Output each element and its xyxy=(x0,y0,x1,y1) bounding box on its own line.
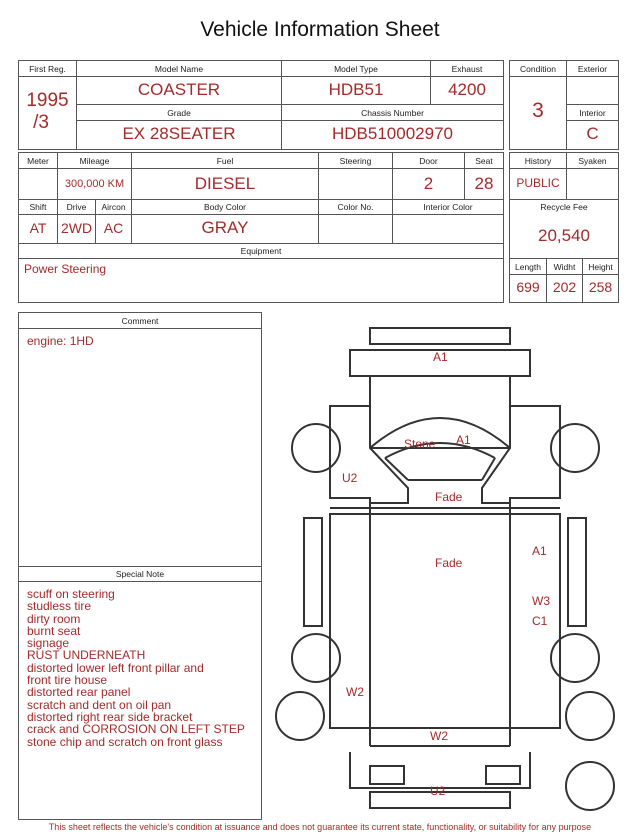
history-value: PUBLIC xyxy=(516,176,560,190)
special-note-item: crack and CORROSION ON LEFT STEP xyxy=(27,722,245,737)
grade-label: Grade xyxy=(167,108,191,118)
special-note-item: stone chip and scratch on front glass xyxy=(27,734,223,749)
special-note-item: signage xyxy=(27,636,70,651)
width-label: Widht xyxy=(553,262,576,272)
special-note-item: scuff on steering xyxy=(27,587,115,601)
special-note-item: dirty room xyxy=(27,611,81,626)
interior-value: C xyxy=(586,124,599,143)
comment-label: Comment xyxy=(121,316,159,326)
condition-label: Condition xyxy=(520,64,556,74)
drive-label: Drive xyxy=(66,202,87,212)
hood-code: Fade xyxy=(435,490,463,504)
special-note-label: Special Note xyxy=(115,569,165,579)
exhaust-value: 4200 xyxy=(448,80,486,99)
seat-label: Seat xyxy=(475,156,493,166)
special-note-item: studless tire xyxy=(27,599,92,614)
exterior-label: Exterior xyxy=(577,64,608,74)
page-title: Vehicle Information Sheet xyxy=(200,18,440,41)
grade-value: EX 28SEATER xyxy=(122,124,236,143)
comment-text: engine: 1HD xyxy=(27,334,94,348)
model-type-label: Model Type xyxy=(334,64,378,74)
special-note-item: distorted lower left front pillar and xyxy=(27,660,204,675)
front-bumper-code: A1 xyxy=(433,350,448,364)
special-note-item: front tire house xyxy=(27,673,108,688)
rear-bumper-code: U2 xyxy=(430,784,446,798)
body-color-label: Body Color xyxy=(203,202,247,212)
length-value: 699 xyxy=(516,279,540,295)
vehicle-spec-table xyxy=(18,152,504,303)
shift-label: Shift xyxy=(29,202,47,212)
disclaimer-footer: This sheet reflects the vehicle's condition at issuance and does not guarantee its current state, functionality, or suitability for any purpose xyxy=(48,822,592,832)
windshield-stone-label: Stone xyxy=(404,437,436,451)
fuel-label: Fuel xyxy=(216,156,234,166)
extra-info-table xyxy=(509,152,619,303)
chassis-number-value: HDB510002970 xyxy=(332,124,453,143)
interior-label: Interior xyxy=(579,108,606,118)
windshield-code: A1 xyxy=(456,433,471,447)
left-rear-code: W2 xyxy=(346,685,364,699)
first-reg-month-value: /3 xyxy=(33,112,49,133)
roof-code: Fade xyxy=(435,556,463,570)
special-note-item: distorted right rear side bracket xyxy=(27,709,193,724)
length-label: Length xyxy=(515,262,541,272)
right-side-a1-code: A1 xyxy=(532,544,547,558)
basic-info-table xyxy=(18,60,504,150)
door-label: Door xyxy=(419,156,438,166)
seat-value: 28 xyxy=(474,174,494,193)
model-type-value: HDB51 xyxy=(328,80,384,99)
door-value: 2 xyxy=(423,174,434,193)
rear-code: W2 xyxy=(430,729,448,743)
left-front-code: U2 xyxy=(342,471,358,485)
exhaust-label: Exhaust xyxy=(451,64,483,74)
special-note-item: distorted rear panel xyxy=(27,685,131,700)
steering-label: Steering xyxy=(339,156,372,166)
aircon-label: Aircon xyxy=(101,202,126,212)
comment-panel xyxy=(18,312,262,820)
chassis-number-label: Chassis Number xyxy=(361,108,424,118)
shift-value: AT xyxy=(29,220,47,236)
aircon-value: AC xyxy=(103,220,124,236)
mileage-value: 300,000 KM xyxy=(64,178,125,190)
fuel-value: DIESEL xyxy=(194,174,256,193)
model-name-label: Model Name xyxy=(154,64,204,74)
recycle-fee-label: Recycle Fee xyxy=(540,202,588,212)
first-reg-year-value: 1995 xyxy=(26,90,69,111)
right-side-w3-code: W3 xyxy=(532,594,550,608)
first-reg-label: First Reg. xyxy=(29,64,66,74)
color-no-label: Color No. xyxy=(337,202,374,212)
syaken-label: Syaken xyxy=(578,156,607,166)
condition-table xyxy=(509,60,619,150)
equipment-value: Power Steering xyxy=(24,262,107,276)
vehicle-damage-diagram xyxy=(270,318,630,818)
body-color-value: GRAY xyxy=(201,218,249,237)
height-label: Height xyxy=(588,262,613,272)
special-note-item: RUST UNDERNEATH xyxy=(27,648,146,663)
mileage-label: Mileage xyxy=(79,156,110,166)
model-name-value: COASTER xyxy=(137,80,221,99)
interior-color-label: Interior Color xyxy=(423,202,473,212)
meter-label: Meter xyxy=(27,156,49,166)
condition-value: 3 xyxy=(532,99,544,122)
history-label: History xyxy=(524,156,552,166)
equipment-label: Equipment xyxy=(240,246,282,256)
drive-value: 2WD xyxy=(60,220,93,236)
special-note-item: burnt seat xyxy=(27,623,81,638)
right-side-c1-code: C1 xyxy=(532,614,548,628)
special-note-item: scratch and dent on oil pan xyxy=(27,697,172,712)
width-value: 202 xyxy=(552,279,577,295)
special-note-list xyxy=(27,588,245,748)
recycle-fee-value: 20,540 xyxy=(538,226,590,245)
height-value: 258 xyxy=(588,279,613,295)
